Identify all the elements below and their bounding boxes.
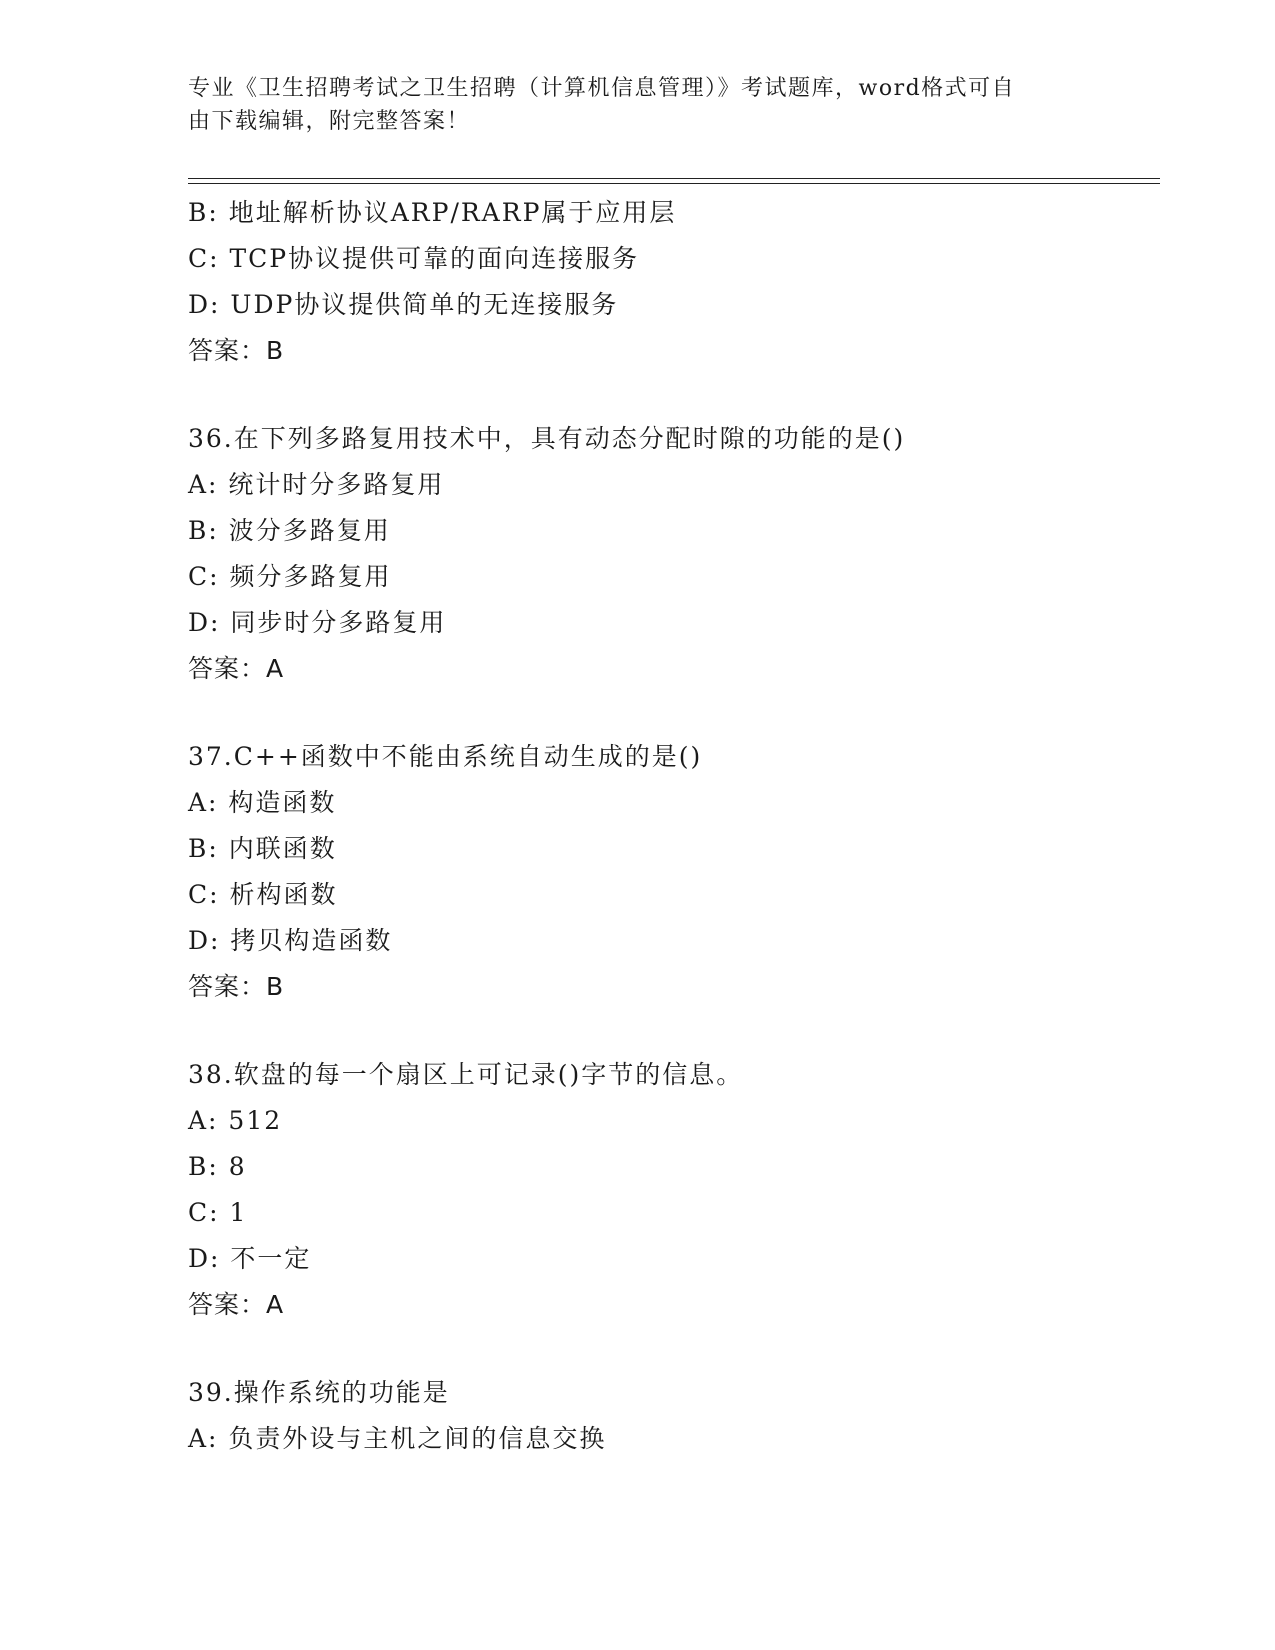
question-stem: 36.在下列多路复用技术中，具有动态分配时隙的功能的是()	[188, 424, 906, 453]
question-stem: 38.软盘的每一个扇区上可记录()字节的信息。	[188, 1060, 744, 1089]
answer: 答案：B	[188, 336, 285, 365]
option-b: B: 内联函数	[188, 834, 337, 863]
question-35-continued	[188, 190, 1148, 374]
question-37	[188, 734, 1148, 1010]
option-d: D: 不一定	[188, 1244, 312, 1273]
header-line-2: 由下载编辑，附完整答案！	[188, 109, 471, 134]
answer: 答案：A	[188, 1290, 285, 1319]
question-stem: 37.C++函数中不能由系统自动生成的是()	[188, 742, 703, 771]
option-c: C: 1	[188, 1198, 248, 1227]
question-36	[188, 416, 1148, 692]
option-b: B: 8	[188, 1152, 247, 1181]
question-stem: 39.操作系统的功能是	[188, 1378, 450, 1407]
question-39	[188, 1370, 1148, 1462]
page-header	[188, 72, 1068, 138]
option-c: C: 频分多路复用	[188, 562, 392, 591]
option-a: A: 构造函数	[188, 788, 337, 817]
option-d: D: 同步时分多路复用	[188, 608, 447, 637]
option-a: A: 512	[188, 1106, 283, 1135]
option-b: B: 地址解析协议ARP/RARP属于应用层	[188, 198, 677, 227]
header-divider-top	[188, 178, 1160, 179]
option-b: B: 波分多路复用	[188, 516, 391, 545]
answer: 答案：A	[188, 654, 285, 683]
document-body	[188, 190, 1148, 1462]
option-a: A: 统计时分多路复用	[188, 470, 445, 499]
answer: 答案：B	[188, 972, 285, 1001]
option-c: C: 析构函数	[188, 880, 338, 909]
header-divider-bottom	[188, 183, 1160, 184]
question-38	[188, 1052, 1148, 1328]
header-line-1: 专业《卫生招聘考试之卫生招聘（计算机信息管理）》考试题库，word格式可自	[188, 76, 1016, 101]
option-c: C: TCP协议提供可靠的面向连接服务	[188, 244, 640, 273]
option-a: A: 负责外设与主机之间的信息交换	[188, 1424, 607, 1453]
option-d: D: 拷贝构造函数	[188, 926, 393, 955]
option-d: D: UDP协议提供简单的无连接服务	[188, 290, 619, 319]
